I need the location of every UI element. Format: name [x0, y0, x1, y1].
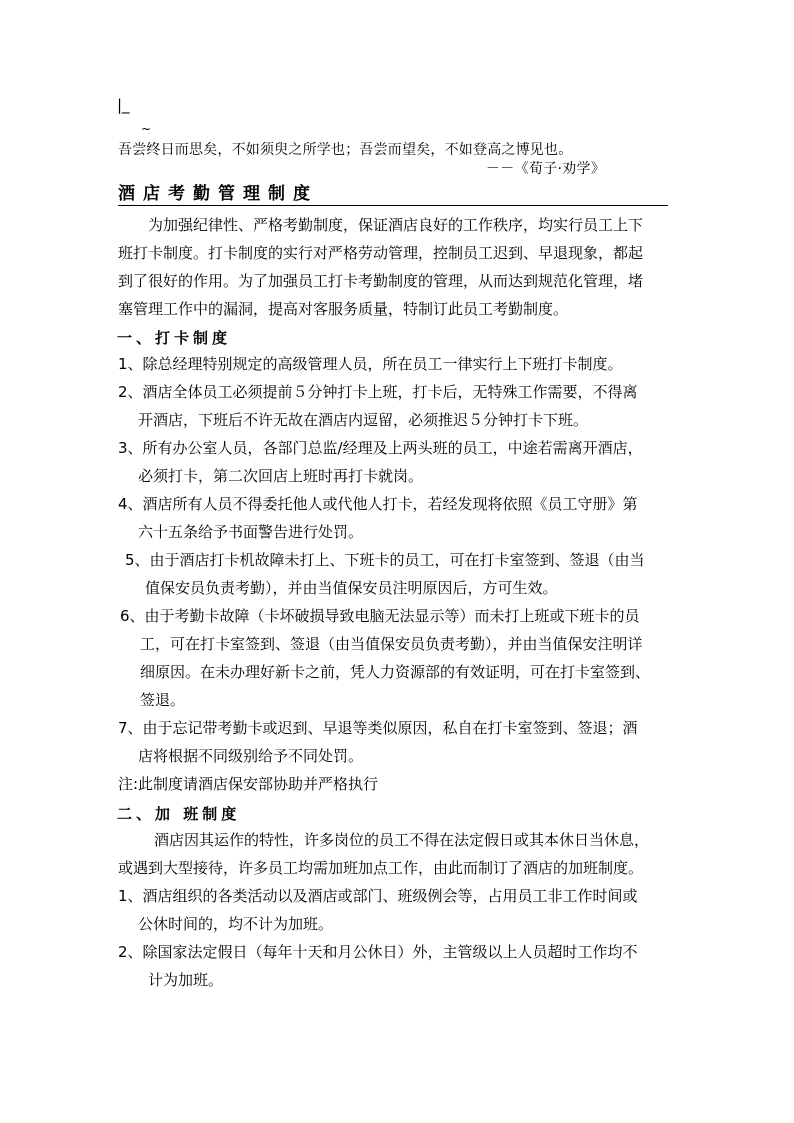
list-item-line: 细原因。在未办理好新卡之前，凭人力资源部的有效证明，可在打卡室签到、: [140, 663, 651, 681]
section-1-item-6: [120, 602, 680, 714]
list-item-line: 必须打卡，第二次回店上班时再打卡就岗。: [138, 467, 424, 485]
section-intro-line: 或遇到大型接待，许多员工均需加班加点工作，由此而制订了酒店的加班制度。: [118, 859, 644, 877]
list-item-line: 5、由于酒店打卡机故障未打上、下班卡的员工，可在打卡室签到、签退（由当: [125, 551, 645, 569]
section-1-item-7: [118, 714, 678, 770]
list-item-line: 六十五条给予书面警告进行处罚。: [138, 523, 364, 541]
intro-line: 班打卡制度。打卡制度的实行对严格劳动管理，控制员工迟到、早退现象，都起: [118, 244, 644, 262]
section-1-item-2: [118, 378, 678, 434]
document-title-text: 酒店考勤管理制度: [118, 184, 318, 204]
list-item-line: 1、除总经理特别规定的高级管理人员，所在员工一律实行上下班打卡制度。: [118, 355, 623, 373]
list-item-line: 4、酒店所有人员不得委托他人或代他人打卡，若经发现将依照《员工守册》第: [118, 495, 638, 513]
quote-source: －－《荀子·劝学》: [486, 161, 606, 177]
section-intro-line: 酒店因其运作的特性，许多岗位的员工不得在法定假日或其本休日当休息，: [154, 831, 650, 849]
list-item-line: 公休时间的，均不计为加班。: [138, 915, 334, 933]
list-item-line: 签退。: [140, 691, 186, 709]
note-line: 注:此制度请酒店保安部协助并严格执行: [118, 775, 379, 793]
list-item-line: 2、酒店全体员工必须提前５分钟打卡上班，打卡后，无特殊工作需要，不得离: [118, 383, 638, 401]
list-item-line: 3、所有办公室人员，各部门总监/经理及上两头班的员工，中途若需离开酒店，: [118, 439, 643, 457]
list-item-line: 值保安员负责考勤），并由当值保安员注明原因后，方可生效。: [145, 579, 558, 597]
corner-mark: |_: [117, 96, 130, 114]
list-item-line: 7、由于忘记带考勤卡或迟到、早退等类似原因，私自在打卡室签到、签退；酒: [118, 719, 638, 737]
section-1-note: [118, 770, 678, 798]
section-1-item-5: [125, 546, 678, 602]
section-heading-overtime: 二、加 班制度: [117, 805, 241, 823]
list-item-line: 1、酒店组织的各类活动以及酒店或部门、班级例会等，占用员工非工作时间或: [118, 887, 638, 905]
list-item-line: 6、由于考勤卡故障（卡坏破损导致电脑无法显示等）而未打上班或下班卡的员: [120, 607, 640, 625]
list-item-line: 开酒店，下班后不许无故在酒店内逗留，必须推迟５分钟打卡下班。: [138, 411, 589, 429]
list-item-line: 工，可在打卡室签到、签退（由当值保安员负责考勤），并由当值保安注明详: [140, 635, 643, 653]
list-item-line: 计为加班。: [148, 971, 224, 989]
section-2-item-1: [118, 882, 678, 938]
section-1-item-1: [118, 350, 678, 378]
tilde-mark: ~: [141, 122, 152, 136]
intro-line: 为加强纪律性、严格考勤制度，保证酒店良好的工作秩序，均实行员工上下: [148, 216, 644, 234]
list-item-line: 店将根据不同级别给予不同处罚。: [138, 747, 364, 765]
quote-text: 吾尝终日而思矣，不如须臾之所学也；吾尝而望矣，不如登高之博见也。: [118, 142, 573, 158]
section-1-item-3: [118, 434, 678, 490]
list-item-line: 2、除国家法定假日（每年十天和月公休日）外，主管级以上人员超时工作均不: [118, 943, 638, 961]
section-heading-clock-in: 一、打卡制度: [117, 329, 232, 347]
intro-line: 到了很好的作用。为了加强员工打卡考勤制度的管理，从而达到规范化管理，堵: [118, 272, 644, 290]
section-2-item-2: [118, 938, 678, 994]
document-title: [118, 184, 668, 206]
intro-line: 塞管理工作中的漏洞，提高对客服务质量，特制订此员工考勤制度。: [118, 300, 569, 318]
intro-paragraph: [118, 211, 670, 323]
section-2-intro: [118, 826, 678, 882]
section-1-item-4: [118, 490, 678, 546]
